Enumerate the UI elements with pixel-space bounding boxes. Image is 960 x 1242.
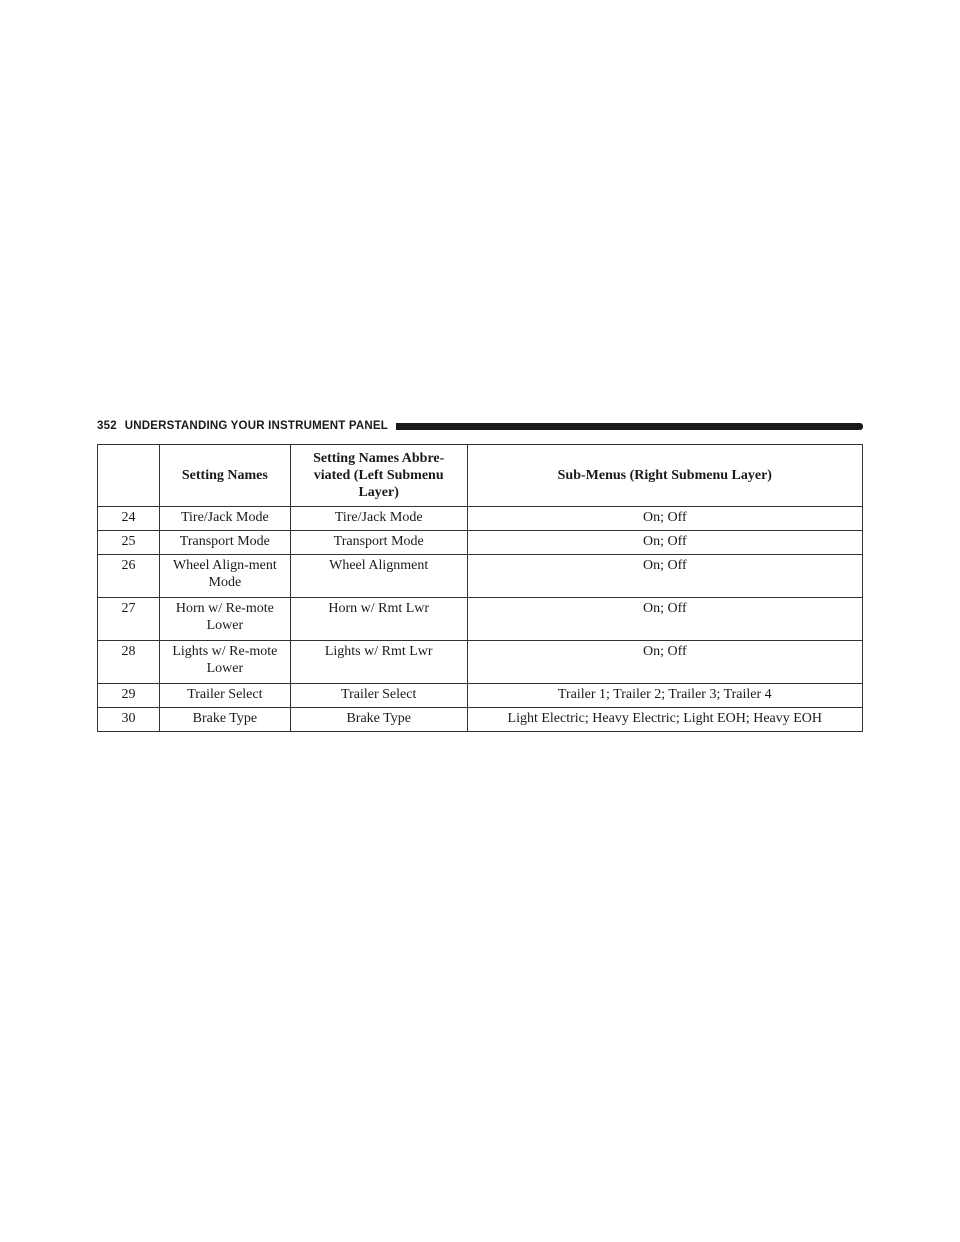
column-header-setting-names: Setting Names bbox=[159, 445, 290, 507]
row-number: 24 bbox=[98, 507, 160, 531]
page-number: 352 bbox=[97, 420, 117, 432]
table-row bbox=[98, 641, 863, 684]
table-row bbox=[98, 507, 863, 531]
table-row bbox=[98, 555, 863, 598]
setting-name: Horn w/ Re-mote Lower bbox=[159, 598, 290, 641]
table-row bbox=[98, 531, 863, 555]
setting-abbreviation: Trailer Select bbox=[290, 684, 467, 708]
setting-abbreviation: Lights w/ Rmt Lwr bbox=[290, 641, 467, 684]
setting-abbreviation: Brake Type bbox=[290, 708, 467, 732]
column-header-sub-menus: Sub-Menus (Right Submenu Layer) bbox=[467, 445, 862, 507]
setting-abbreviation: Tire/Jack Mode bbox=[290, 507, 467, 531]
row-number: 26 bbox=[98, 555, 160, 598]
table-row bbox=[98, 684, 863, 708]
row-number: 25 bbox=[98, 531, 160, 555]
setting-abbreviation: Wheel Alignment bbox=[290, 555, 467, 598]
setting-name: Trailer Select bbox=[159, 684, 290, 708]
setting-abbreviation: Horn w/ Rmt Lwr bbox=[290, 598, 467, 641]
table-header-row bbox=[98, 445, 863, 507]
sub-menu-options: On; Off bbox=[467, 598, 862, 641]
setting-abbreviation: Transport Mode bbox=[290, 531, 467, 555]
sub-menu-options: On; Off bbox=[467, 507, 862, 531]
setting-name: Lights w/ Re-mote Lower bbox=[159, 641, 290, 684]
table-row bbox=[98, 598, 863, 641]
setting-name: Brake Type bbox=[159, 708, 290, 732]
table-row bbox=[98, 708, 863, 732]
row-number: 29 bbox=[98, 684, 160, 708]
sub-menu-options: On; Off bbox=[467, 531, 862, 555]
column-header-abbreviated: Setting Names Abbre-viated (Left Submenu Layer) bbox=[290, 445, 467, 507]
sub-menu-options: On; Off bbox=[467, 641, 862, 684]
sub-menu-options: On; Off bbox=[467, 555, 862, 598]
page-header bbox=[97, 418, 863, 434]
sub-menu-options: Light Electric; Heavy Electric; Light EOH; Heavy EOH bbox=[467, 708, 862, 732]
header-rule bbox=[396, 423, 863, 430]
row-number: 28 bbox=[98, 641, 160, 684]
section-title: UNDERSTANDING YOUR INSTRUMENT PANEL bbox=[124, 420, 388, 432]
sub-menu-options: Trailer 1; Trailer 2; Trailer 3; Trailer 4 bbox=[467, 684, 862, 708]
setting-name: Tire/Jack Mode bbox=[159, 507, 290, 531]
setting-name: Transport Mode bbox=[159, 531, 290, 555]
row-number: 30 bbox=[98, 708, 160, 732]
settings-table bbox=[97, 444, 863, 732]
column-header-number bbox=[98, 445, 160, 507]
row-number: 27 bbox=[98, 598, 160, 641]
setting-name: Wheel Align-ment Mode bbox=[159, 555, 290, 598]
